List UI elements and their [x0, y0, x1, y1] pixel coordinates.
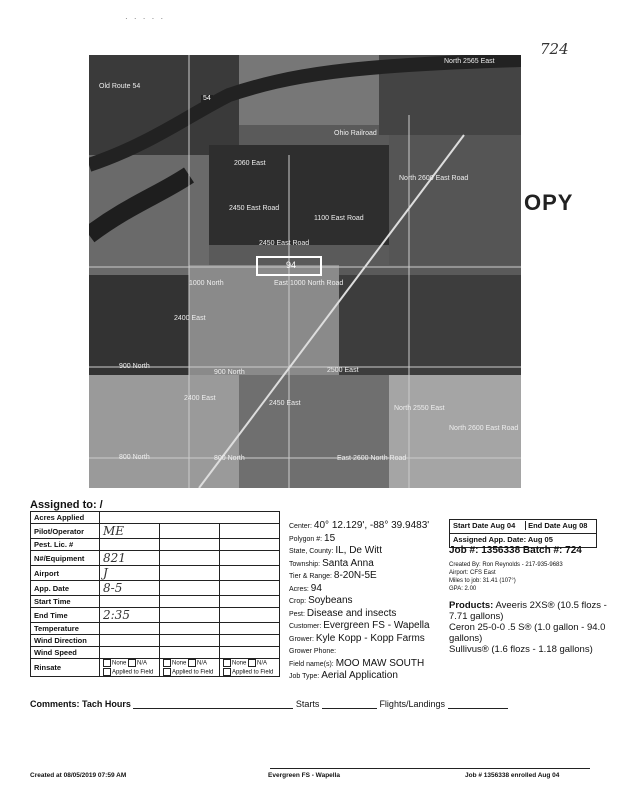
road-label: 54: [203, 95, 211, 102]
info-label: Acres:: [289, 585, 309, 593]
start-date: Start Date Aug 04: [453, 521, 526, 530]
product-item: Sullivus® (1.6 flozs - 1.18 gallons): [449, 644, 593, 655]
rinsate-na-checkbox[interactable]: [248, 659, 256, 667]
row-value: [100, 635, 160, 647]
info-label: Field name(s):: [289, 660, 334, 668]
state-value: IL, De Witt: [335, 545, 382, 556]
info-label: Pest:: [289, 610, 305, 618]
created-by: Created By: Ron Reynolds - 217-935-9683: [449, 562, 563, 568]
row-value: [100, 647, 160, 659]
field-label: 94: [286, 260, 297, 270]
polygon-value: 15: [324, 532, 336, 544]
starts-label: Starts: [295, 699, 320, 709]
road-label: 2450 East: [269, 400, 301, 407]
flights-label: Flights/Landings: [379, 699, 445, 709]
info-label: Crop:: [289, 598, 307, 605]
rinsate-none-checkbox[interactable]: [223, 659, 231, 667]
date-row: [450, 520, 596, 534]
row-label: App. Date: [31, 581, 100, 596]
info-label: Customer:: [289, 623, 322, 630]
row-value: ME: [100, 524, 160, 539]
tier-line: [289, 570, 439, 583]
rinsate-na-checkbox[interactable]: [188, 659, 196, 667]
row-value: 8-5: [100, 581, 160, 596]
products-list: [449, 600, 607, 655]
pest-line: [289, 608, 439, 621]
option-label: Applied to Field: [112, 669, 154, 676]
footer-center: Evergreen FS - Wapella: [268, 772, 341, 779]
road-label: 900 North: [214, 369, 245, 376]
township-line: [289, 558, 439, 571]
row-label: Acres Applied: [31, 512, 100, 524]
product-item: Aveeris 2XS® (10.5 flozs - 7.71 gallons): [449, 600, 607, 622]
road-label: North 2565 East: [444, 58, 495, 65]
products-label: Products:: [449, 600, 494, 611]
info-label: Polygon #:: [289, 535, 323, 543]
option-label: Applied to Field: [232, 669, 274, 676]
row-label: Airport: [31, 566, 100, 581]
state-line: [289, 545, 439, 558]
table-row: [31, 512, 280, 524]
handwritten-number: 724: [540, 40, 569, 58]
rinsate-applied-checkbox[interactable]: [103, 668, 111, 676]
row-label: End Time: [31, 608, 100, 623]
acres-line: [289, 583, 439, 596]
airport: Airport: CFS East: [449, 570, 496, 576]
aerial-map: [89, 55, 521, 488]
crop-value: Soybeans: [308, 595, 353, 606]
rinsate-options: [100, 659, 160, 677]
road-label: 1000 North: [189, 280, 224, 287]
rinsate-applied-checkbox[interactable]: [223, 668, 231, 676]
info-label: Job Type:: [289, 673, 320, 680]
road-label: North 2600 East Road: [399, 175, 469, 182]
grower-line: [289, 633, 439, 646]
road-label: 2060 East: [234, 160, 266, 167]
table-row: [31, 647, 280, 659]
option-label: N/A: [137, 660, 148, 667]
rinsate-options: [160, 659, 220, 677]
info-label: State, County:: [289, 548, 334, 555]
row-label: Pest. Lic. #: [31, 539, 100, 551]
info-label: Center:: [289, 523, 312, 530]
table-row: [31, 539, 280, 551]
rinsate-options: [220, 659, 280, 677]
road-label: East 1000 North Road: [274, 280, 344, 287]
row-label: Temperature: [31, 623, 100, 635]
tier-value: 8-20N-5E: [333, 570, 377, 581]
table-row: [31, 551, 280, 566]
option-label: N/A: [197, 660, 208, 667]
grower-value: Kyle Kopp - Kopp Farms: [315, 632, 425, 644]
rinsate-none-checkbox[interactable]: [103, 659, 111, 667]
assigned-to: Assigned to: /: [30, 499, 103, 511]
road-label: 2500 East: [327, 367, 359, 374]
grower-phone-line: [289, 645, 439, 658]
road-label: 2400 East: [184, 395, 216, 402]
tach-hours-field[interactable]: [133, 698, 293, 709]
job-number: Job #: 1356338 Batch #: 724: [449, 545, 582, 556]
info-label: Grower Phone:: [289, 648, 337, 655]
table-row: [31, 608, 280, 623]
row-label: Wind Direction: [31, 635, 100, 647]
road-label: 1100 East Road: [314, 215, 364, 222]
row-label: Start Time: [31, 596, 100, 608]
row-value: [100, 512, 280, 524]
road-label: North 2600 East Road: [449, 425, 519, 432]
center-value: 40° 12.129', -88° 39.9483': [313, 520, 430, 531]
pest-value: Disease and insects: [306, 607, 397, 619]
row-value: [100, 623, 160, 635]
footer-rule: [270, 768, 590, 769]
road-label: 2400 East: [174, 315, 206, 322]
row-label: N#/Equipment: [31, 551, 100, 566]
customer-line: [289, 620, 439, 633]
road-label: 900 North: [119, 363, 150, 370]
product-item: Ceron 25-0-0 .5 S® (1.0 gallon - 94.0 gallons): [449, 622, 606, 644]
job-type-line: [289, 670, 439, 683]
end-date: End Date Aug 08: [528, 521, 588, 530]
field-name-line: [289, 658, 439, 671]
row-value: [100, 539, 160, 551]
info-label: Township:: [289, 560, 321, 568]
option-label: Applied to Field: [172, 669, 214, 676]
field-name-value: MOO MAW SOUTH: [335, 657, 425, 669]
job-type-value: Aerial Application: [321, 670, 398, 681]
date-box: [449, 519, 597, 548]
table-row: [31, 635, 280, 647]
crop-line: [289, 595, 439, 608]
option-label: None: [112, 660, 127, 667]
footer-job: Job # 1356338 enrolled Aug 04: [465, 772, 560, 779]
flights-field[interactable]: [448, 698, 508, 709]
row-label: Pilot/Operator: [31, 524, 100, 539]
table-row: [31, 659, 280, 677]
road-label: 800 North: [214, 455, 245, 462]
row-value: 821: [100, 551, 160, 566]
road-label: North 2550 East: [394, 405, 445, 412]
acres-value: 94: [310, 582, 322, 594]
polygon-line: [289, 533, 439, 546]
table-row: [31, 524, 280, 539]
rinsate-none-checkbox[interactable]: [163, 659, 171, 667]
road-label: Ohio Railroad: [334, 130, 377, 137]
customer-value: Evergreen FS - Wapella: [323, 620, 430, 631]
option-label: N/A: [257, 660, 268, 667]
top-dots: · · · · ·: [125, 14, 166, 23]
info-label: Grower:: [289, 635, 314, 643]
table-row: [31, 596, 280, 608]
created-info: [449, 561, 563, 593]
application-grid: [30, 511, 280, 677]
comments-label: Comments: Tach Hours: [30, 699, 131, 709]
center-line: [289, 520, 439, 533]
rinsate-na-checkbox[interactable]: [128, 659, 136, 667]
field-info: [289, 520, 439, 683]
copy-stamp: OPY: [524, 190, 574, 215]
table-row: [31, 566, 280, 581]
assigned-date: Assigned App. Date: Aug 05: [453, 535, 553, 544]
table-row: [31, 623, 280, 635]
starts-field[interactable]: [322, 698, 377, 709]
footer-created: Created at 08/05/2019 07:59 AM: [30, 772, 127, 779]
rinsate-applied-checkbox[interactable]: [163, 668, 171, 676]
township-value: Santa Anna: [322, 557, 374, 569]
road-label: 2450 East Road: [259, 240, 310, 247]
info-label: Tier & Range:: [289, 573, 332, 580]
road-label: Old Route 54: [99, 83, 141, 90]
miles-to-job: Miles to job: 31.41 (107°): [449, 578, 516, 584]
road-label: East 2600 North Road: [337, 455, 407, 462]
comments-line: [30, 698, 508, 709]
gpa: GPA: 2.00: [449, 586, 477, 592]
option-label: None: [232, 660, 247, 667]
row-label: Wind Speed: [31, 647, 100, 659]
rinsate-label: Rinsate: [31, 659, 100, 677]
road-label: 2450 East Road: [229, 205, 280, 212]
road-label: 800 North: [119, 454, 150, 461]
row-value: 2:35: [100, 608, 160, 623]
row-value: J: [100, 566, 160, 581]
row-value: [100, 596, 160, 608]
option-label: None: [172, 660, 187, 667]
table-row: [31, 581, 280, 596]
